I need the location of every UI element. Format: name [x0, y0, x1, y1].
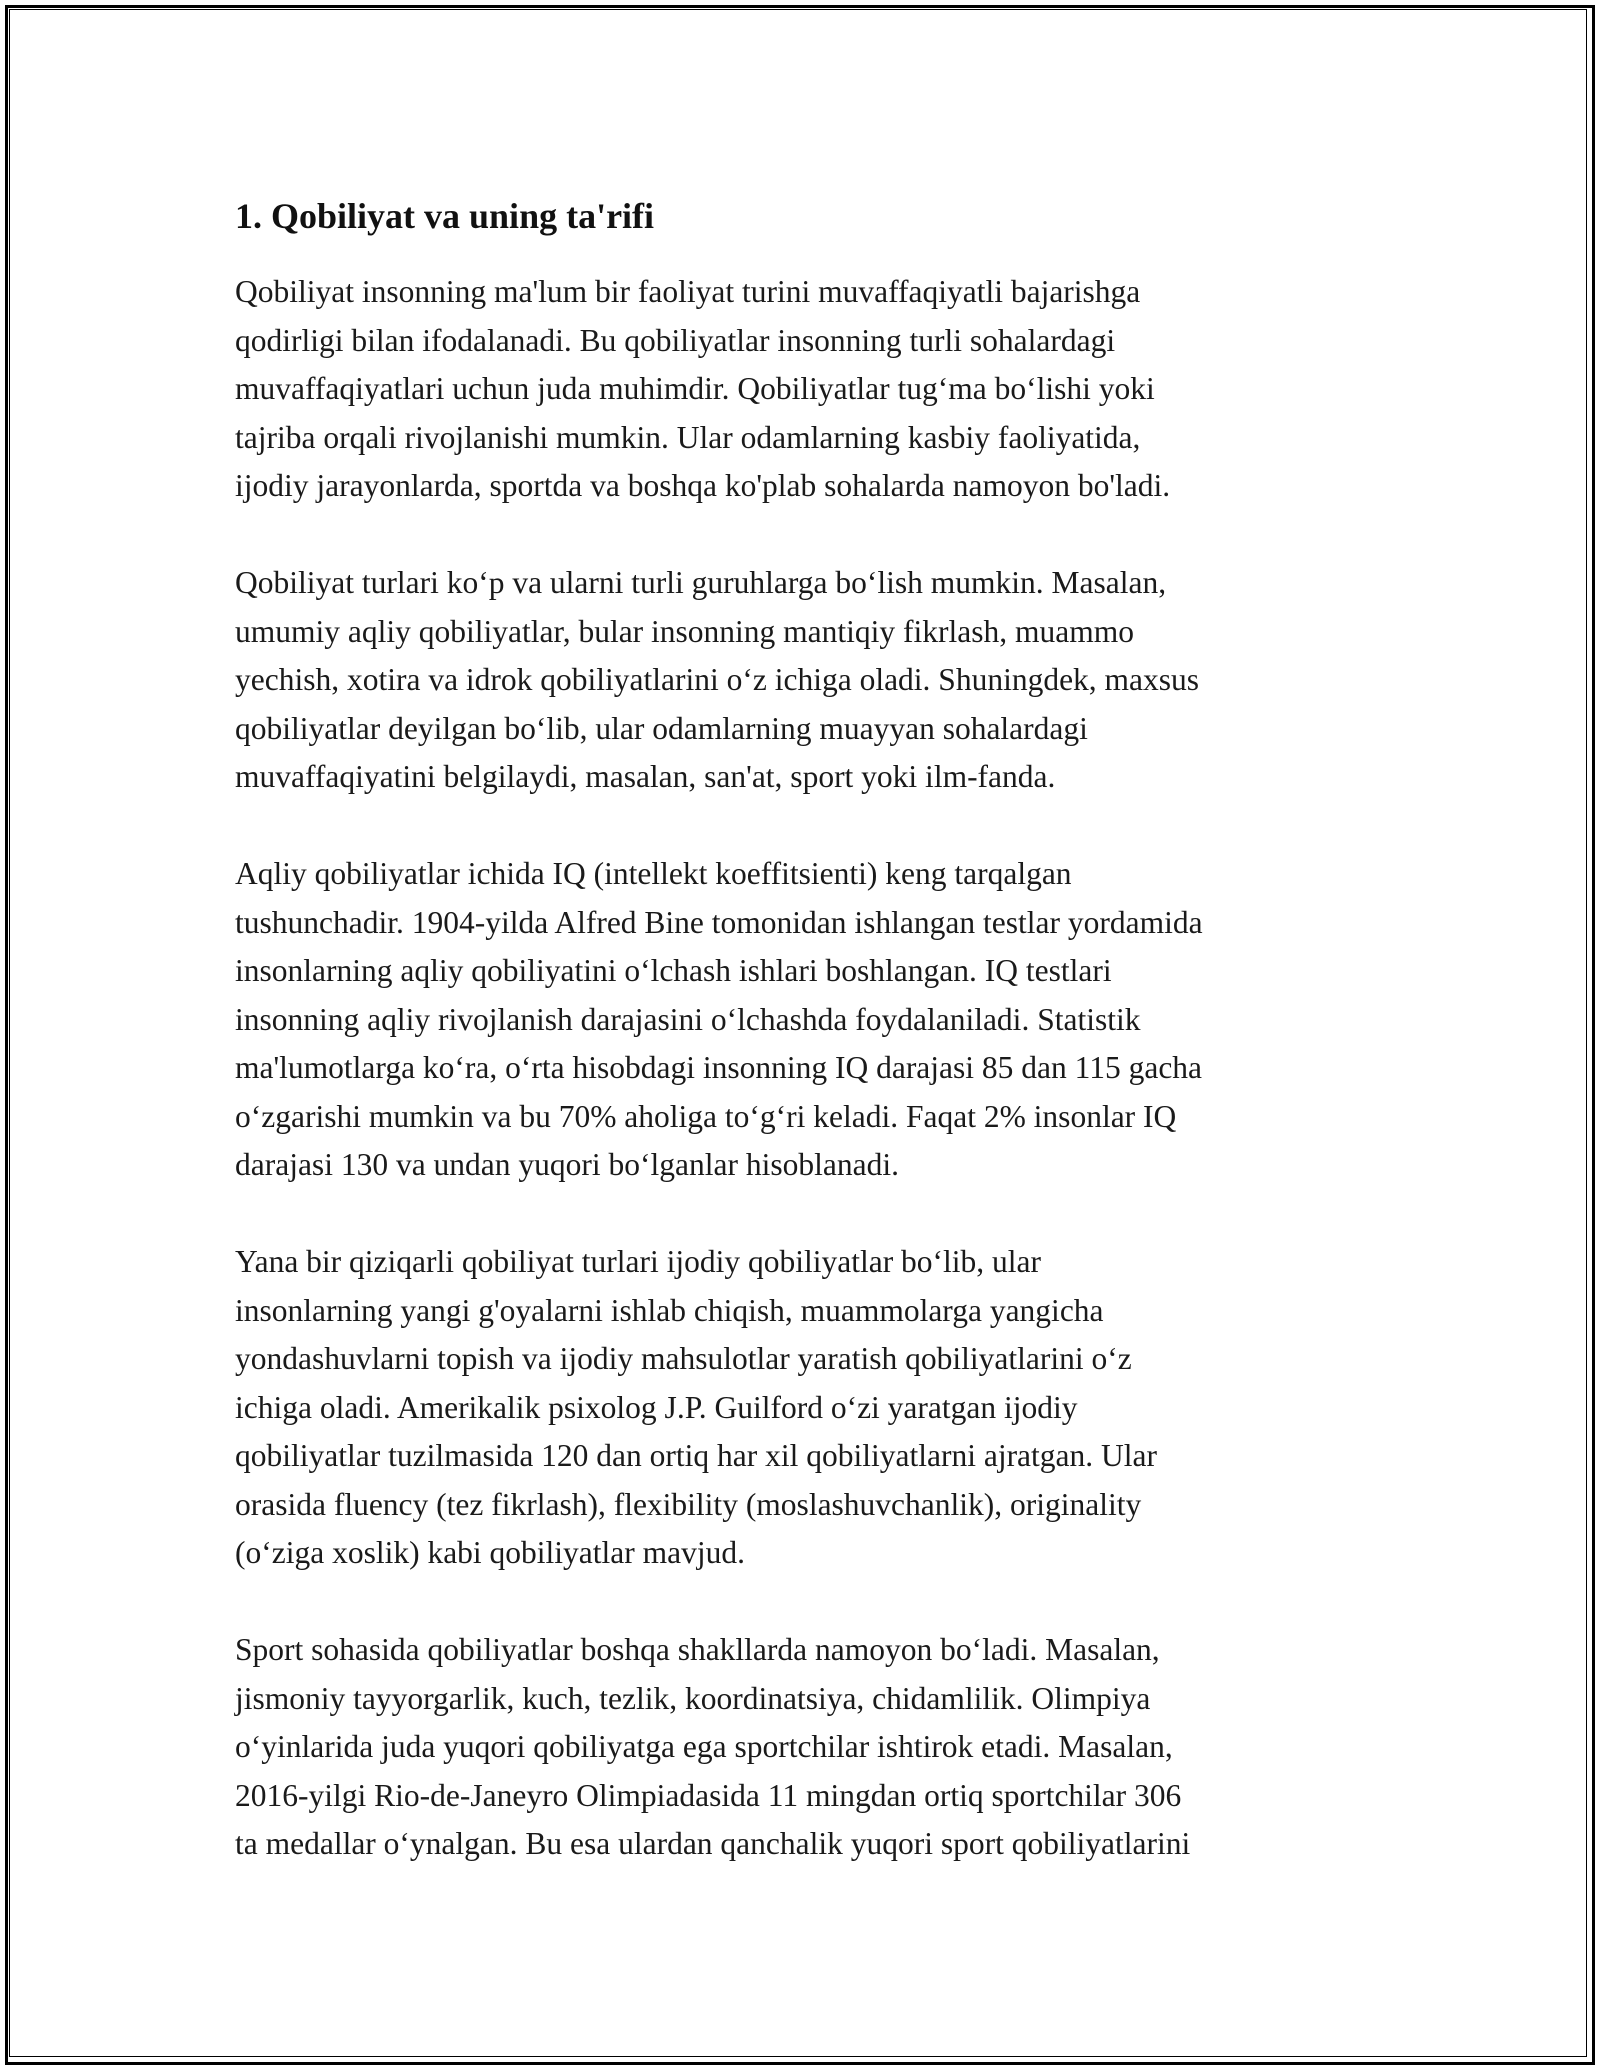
paragraph-line: umumiy aqliy qobiliyatlar, bular insonning mantiqiy fikrlash, muammo	[235, 613, 1134, 649]
paragraph-line: yondashuvlarni topish va ijodiy mahsulotlar yaratish qobiliyatlarini o‘z	[235, 1341, 1132, 1376]
document-body	[235, 188, 1385, 1917]
paragraph-line: qobiliyatlar deyilgan bo‘lib, ular odamlarning muayyan sohalardagi	[235, 710, 1088, 746]
section-heading: 1. Qobiliyat va uning ta'rifi	[235, 196, 655, 236]
paragraph-line: ma'lumotlarga ko‘ra, o‘rta hisobdagi insonning IQ darajasi 85 dan 115 gacha	[235, 1050, 1203, 1085]
paragraph-line: insonning aqliy rivojlanish darajasini o‘lchashda foydalaniladi. Statistik	[235, 1001, 1141, 1037]
paragraph-line: ta medallar o‘ynalgan. Bu esa ulardan qanchalik yuqori sport qobiliyatlarini	[235, 1826, 1191, 1861]
paragraph-4	[235, 1238, 1385, 1578]
paragraph-line: muvaffaqiyatlari uchun juda muhimdir. Qobiliyatlar tug‘ma bo‘lishi yoki	[235, 371, 1155, 406]
paragraph-1	[235, 268, 1385, 511]
paragraph-line: jismoniy tayyorgarlik, kuch, tezlik, koordinatsiya, chidamlilik. Olimpiya	[235, 1680, 1151, 1716]
paragraph-line: qodirligi bilan ifodalanadi. Bu qobiliyatlar insonning turli sohalardagi	[235, 322, 1116, 358]
paragraph-3	[235, 850, 1385, 1190]
paragraph-line: 2016-yilgi Rio-de-Janeyro Olimpiadasida 11 mingdan ortiq sportchilar 306	[235, 1777, 1182, 1813]
paragraph-line: tushunchadir. 1904-yilda Alfred Bine tomonidan ishlangan testlar yordamida	[235, 904, 1203, 940]
paragraph-line: muvaffaqiyatini belgilaydi, masalan, san'at, sport yoki ilm-fanda.	[235, 759, 1056, 794]
paragraph-line: tajriba orqali rivojlanishi mumkin. Ular odamlarning kasbiy faoliyatida,	[235, 419, 1141, 455]
paragraph-line: Qobiliyat turlari ko‘p va ularni turli guruhlarga bo‘lish mumkin. Masalan,	[235, 565, 1167, 600]
paragraph-line: darajasi 130 va undan yuqori bo‘lganlar hisoblanadi.	[235, 1147, 899, 1182]
paragraph-line: Qobiliyat insonning ma'lum bir faoliyat turini muvaffaqiyatli bajarishga	[235, 274, 1141, 309]
paragraph-line: ichiga oladi. Amerikalik psixolog J.P. Guilford o‘zi yaratgan ijodiy	[235, 1389, 1078, 1425]
paragraph-line: Aqliy qobiliyatlar ichida IQ (intellekt koeffitsienti) keng tarqalgan	[235, 856, 1072, 891]
paragraph-line: insonlarning aqliy qobiliyatini o‘lchash ishlari boshlangan. IQ testlari	[235, 953, 1112, 988]
paragraph-line: insonlarning yangi g'oyalarni ishlab chiqish, muammolarga yangicha	[235, 1292, 1104, 1328]
paragraph-line: o‘zgarishi mumkin va bu 70% aholiga to‘g‘ri keladi. Faqat 2% insonlar IQ	[235, 1098, 1177, 1134]
paragraph-2	[235, 559, 1385, 802]
paragraph-5	[235, 1626, 1385, 1869]
paragraph-line: ijodiy jarayonlarda, sportda va boshqa ko'plab sohalarda namoyon bo'ladi.	[235, 468, 1171, 503]
paragraph-line: yechish, xotira va idrok qobiliyatlarini o‘z ichiga oladi. Shuningdek, maxsus	[235, 662, 1200, 697]
paragraphs-container	[235, 268, 1385, 1869]
paragraph-line: Yana bir qiziqarli qobiliyat turlari ijodiy qobiliyatlar bo‘lib, ular	[235, 1244, 1042, 1279]
paragraph-line: Sport sohasida qobiliyatlar boshqa shakllarda namoyon bo‘ladi. Masalan,	[235, 1632, 1160, 1667]
paragraph-line: (o‘ziga xoslik) kabi qobiliyatlar mavjud.	[235, 1535, 745, 1570]
paragraph-line: orasida fluency (tez fikrlash), flexibility (moslashuvchanlik), originality	[235, 1486, 1142, 1522]
paragraph-line: qobiliyatlar tuzilmasida 120 dan ortiq har xil qobiliyatlarni ajratgan. Ular	[235, 1438, 1157, 1473]
paragraph-line: o‘yinlarida juda yuqori qobiliyatga ega sportchilar ishtirok etadi. Masalan,	[235, 1729, 1173, 1764]
